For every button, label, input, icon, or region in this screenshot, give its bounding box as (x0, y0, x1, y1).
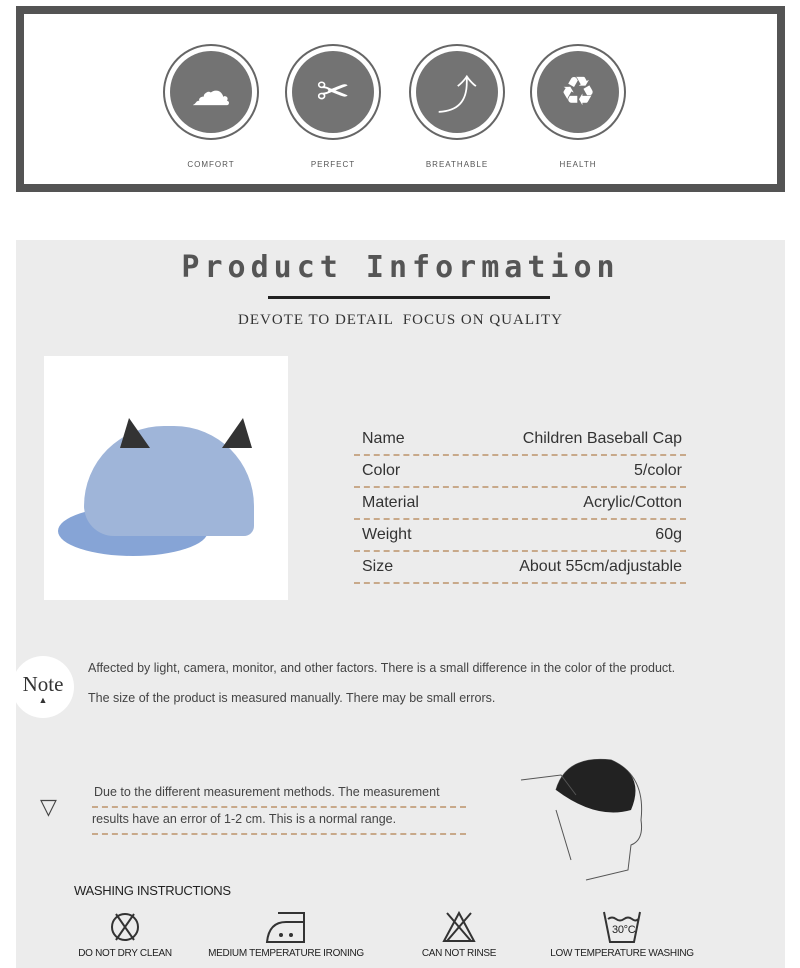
scissors-icon: ✂ (292, 51, 374, 133)
spec-value: 5/color (633, 462, 682, 479)
wash-item-no-dry-clean (70, 910, 180, 959)
spec-name: Name (362, 430, 405, 447)
feature-perfect: ✂ PERFECT (285, 44, 381, 169)
spec-name: Weight (362, 526, 412, 543)
wash-label: MEDIUM TEMPERATURE IRONING (208, 948, 364, 959)
features-banner (16, 6, 785, 192)
product-info-panel (16, 240, 785, 968)
section-title: Product Information (181, 250, 620, 285)
spec-value: Children Baseball Cap (522, 430, 682, 447)
spec-row (354, 456, 686, 488)
spec-row (354, 424, 686, 456)
arrow-up-icon: ⤴ (416, 51, 498, 133)
wash-item-low-temp (542, 910, 702, 959)
cloud-icon: ☁ (170, 51, 252, 133)
wash-temp: 30°C (612, 924, 636, 936)
spec-name: Color (362, 462, 401, 479)
wash-label: CAN NOT RINSE (421, 948, 497, 959)
wash-item-no-rinse (414, 910, 504, 959)
spec-row (354, 520, 686, 552)
note-line: The size of the product is measured manually. There may be small errors. (88, 691, 496, 705)
no-bleach-icon (441, 910, 477, 944)
recycle-icon: ♻ (537, 51, 619, 133)
feature-health: ♻ HEALTH (530, 44, 626, 169)
head-measurement-illustration (516, 750, 651, 885)
iron-icon (264, 910, 308, 944)
spec-value: 60g (655, 526, 682, 543)
no-dry-clean-icon (108, 910, 142, 944)
washing-title: WASHING INSTRUCTIONS (74, 883, 231, 898)
triangle-down-icon: ▽ (40, 794, 57, 819)
feature-comfort: ☁ COMFORT (163, 44, 259, 169)
measurement-line: results have an error of 1-2 cm. This is a normal range. (92, 809, 466, 835)
note-line: Affected by light, camera, monitor, and other factors. There is a small difference in the color of the product. (88, 661, 676, 675)
title-divider (268, 296, 550, 299)
spec-row (354, 552, 686, 584)
measurement-line: Due to the different measurement methods. The measurement (92, 782, 466, 808)
wash-label: DO NOT DRY CLEAN (78, 948, 172, 959)
product-image (44, 356, 288, 600)
wash-item-ironing (206, 910, 366, 959)
section-subtitle: DEVOTE TO DETAIL FOCUS ON QUALITY (238, 312, 563, 328)
spec-table (354, 424, 686, 584)
spec-name: Material (362, 494, 419, 511)
note-badge (12, 656, 74, 718)
triangle-up-icon: ▲ (38, 695, 48, 705)
spec-value: Acrylic/Cotton (583, 494, 682, 511)
spec-name: Size (362, 558, 394, 575)
note-label: Note (22, 672, 64, 696)
spec-value: About 55cm/adjustable (519, 558, 682, 575)
wash-label: LOW TEMPERATURE WASHING (550, 948, 694, 959)
feature-breathable: ⤴ BREATHABLE (409, 44, 505, 169)
spec-row (354, 488, 686, 520)
